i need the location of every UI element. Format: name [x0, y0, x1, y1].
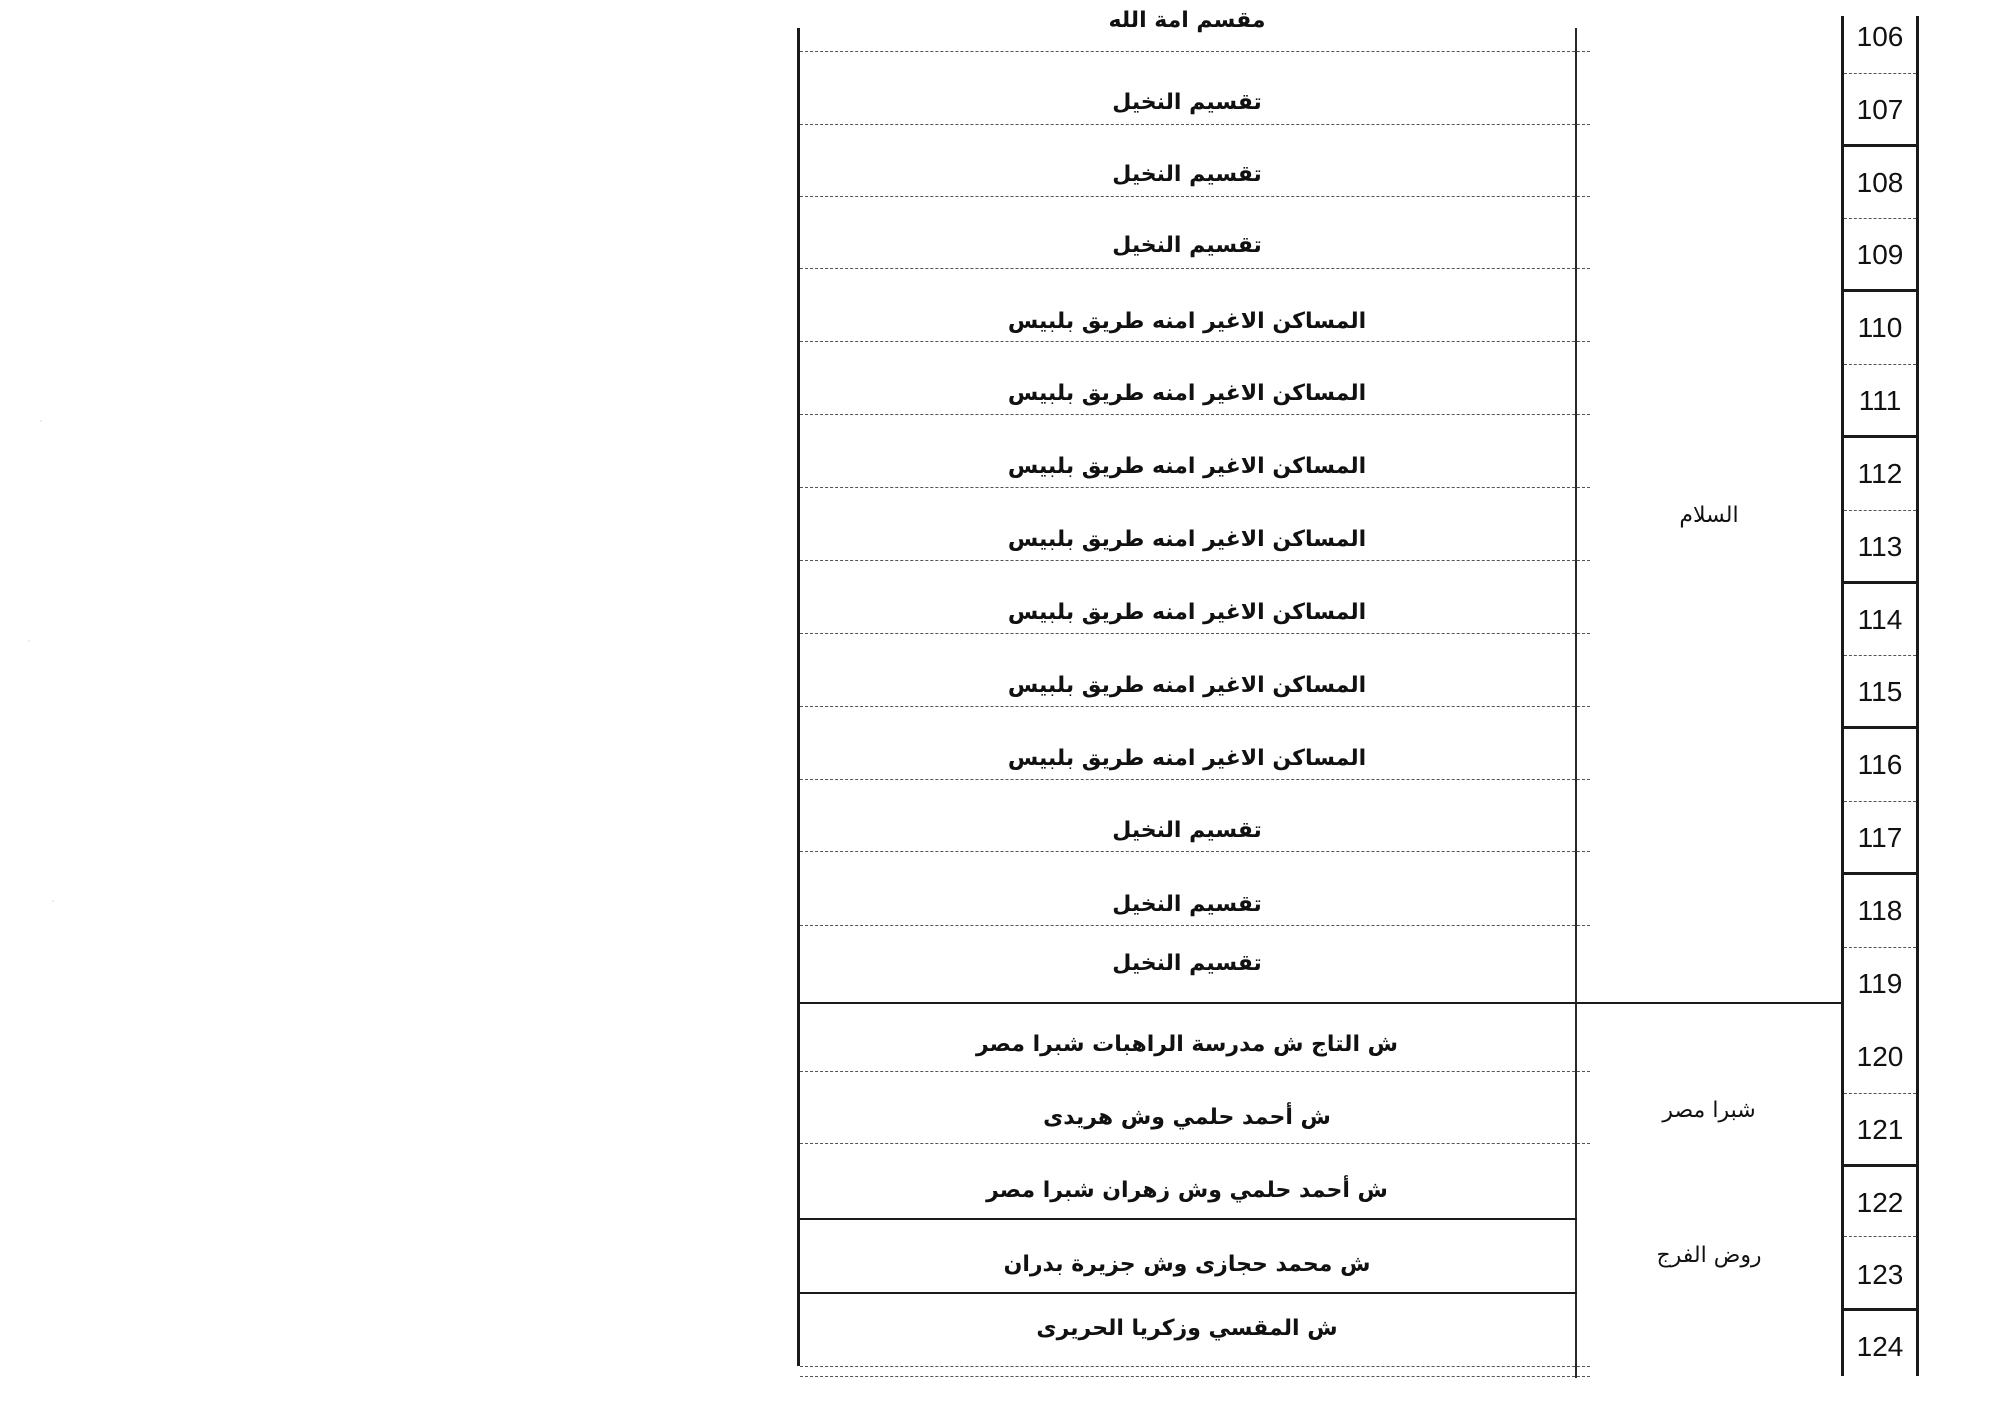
number-cell: [1844, 947, 1916, 1020]
address-text: ش محمد حجازى وش جزيرة بدران: [1003, 1252, 1371, 1277]
address-cell: [801, 728, 1573, 801]
address-text: ش أحمد حلمي وش هريدى: [1043, 1105, 1331, 1130]
row-number: 124: [1856, 1330, 1904, 1362]
address-text: ش أحمد حلمي وش زهران شبرا مصر: [986, 1178, 1388, 1203]
number-cell: [1844, 655, 1916, 728]
number-cell: [1844, 73, 1916, 146]
table-row: [797, 437, 1919, 510]
row-divider: [800, 196, 1590, 197]
address-text: تقسيم النخيل: [1112, 90, 1262, 115]
number-cell: [1844, 0, 1916, 73]
number-cell: [1844, 437, 1916, 510]
address-text: تقسيم النخيل: [1112, 162, 1262, 187]
table-row: [797, 73, 1919, 146]
row-divider: [800, 487, 1590, 488]
row-divider: [800, 124, 1590, 125]
address-text: المساكن الاغير امنه طريق بلبيس: [1007, 600, 1367, 625]
table-row: [797, 146, 1919, 219]
number-cell: [1844, 801, 1916, 874]
table-row: [797, 947, 1919, 1020]
row-number: 109: [1856, 238, 1904, 270]
row-divider: [800, 268, 1590, 269]
row-number: 114: [1857, 603, 1903, 635]
table-row: [797, 728, 1919, 801]
number-cell: [1844, 583, 1916, 656]
row-divider: [800, 925, 1590, 926]
address-text: المساكن الاغير امنه طريق بلبيس: [1007, 527, 1367, 552]
region-name: شبرا مصر: [1662, 1097, 1756, 1123]
row-divider: [800, 341, 1590, 342]
address-text: المساكن الاغير امنه طريق بلبيس: [1007, 746, 1367, 771]
scan-speck: [28, 640, 30, 642]
row-divider: [800, 851, 1590, 852]
table-row: [797, 291, 1919, 364]
row-divider: [800, 414, 1590, 415]
row-number: 108: [1856, 166, 1904, 198]
table-row: [797, 655, 1919, 728]
number-cell: [1844, 1020, 1916, 1093]
table-row: [797, 1093, 1919, 1166]
address-cell: [801, 437, 1573, 510]
table-row: [797, 510, 1919, 583]
row-divider: [800, 779, 1590, 780]
number-cell: [1844, 1310, 1916, 1383]
row-number: 115: [1857, 675, 1903, 707]
address-cell: [801, 510, 1573, 583]
number-cell: [1844, 218, 1916, 291]
address-cell: [801, 655, 1573, 728]
row-number: 118: [1857, 894, 1903, 926]
address-cell: [801, 1166, 1573, 1239]
table-row: [797, 364, 1919, 437]
table-row: [797, 1166, 1919, 1239]
address-cell: [801, 1310, 1573, 1383]
row-number: 113: [1857, 530, 1903, 562]
table-row: [797, 874, 1919, 947]
number-cell: [1844, 364, 1916, 437]
row-number: 110: [1857, 311, 1903, 343]
table-row: [797, 1020, 1919, 1093]
address-cell: [801, 364, 1573, 437]
address-text: تقسيم النخيل: [1112, 892, 1262, 917]
address-text: المساكن الاغير امنه طريق بلبيس: [1007, 381, 1367, 406]
row-number: 119: [1857, 967, 1903, 999]
row-divider: [800, 1366, 1590, 1367]
address-text: المساكن الاغير امنه طريق بلبيس: [1007, 454, 1367, 479]
row-number: 120: [1856, 1040, 1904, 1072]
number-cell: [1844, 146, 1916, 219]
address-text: المساكن الاغير امنه طريق بلبيس: [1007, 309, 1367, 334]
address-cell: [801, 1020, 1573, 1093]
region-name: روض الفرج: [1656, 1242, 1762, 1268]
row-number: 117: [1857, 821, 1903, 853]
row-number: 123: [1856, 1258, 1904, 1290]
locations-table: [797, 0, 1919, 1380]
number-cell: [1844, 291, 1916, 364]
address-cell: [801, 0, 1573, 73]
address-cell: [801, 1093, 1573, 1166]
table-row: [797, 1310, 1919, 1383]
row-divider: [1844, 1236, 1916, 1237]
address-cell: [801, 291, 1573, 364]
row-number: 121: [1856, 1113, 1904, 1145]
row-divider: [800, 1071, 1590, 1072]
number-cell: [1844, 1166, 1916, 1239]
row-number: 116: [1857, 748, 1903, 780]
address-cell: [801, 801, 1573, 874]
address-text: تقسيم النخيل: [1112, 233, 1262, 258]
row-number: 111: [1858, 384, 1902, 416]
row-number: 112: [1857, 457, 1903, 489]
row-divider: [800, 560, 1590, 561]
address-text: ش المقسي وزكريا الحريرى: [1036, 1316, 1338, 1341]
scan-speck: [40, 420, 42, 422]
table-row: [797, 0, 1919, 73]
address-cell: [801, 218, 1573, 291]
address-cell: [801, 874, 1573, 947]
region-name: السلام: [1679, 502, 1739, 528]
table-row: [797, 218, 1919, 291]
table-row: [797, 583, 1919, 656]
address-cell: [801, 583, 1573, 656]
row-divider: [800, 633, 1590, 634]
address-text: ش التاج ش مدرسة الراهبات شبرا مصر: [976, 1032, 1398, 1057]
address-cell: [801, 146, 1573, 219]
table-row: [797, 801, 1919, 874]
row-number: 107: [1856, 93, 1904, 125]
address-cell: [801, 73, 1573, 146]
number-cell: [1844, 510, 1916, 583]
row-divider: [800, 51, 1590, 52]
table-row: [797, 1238, 1919, 1311]
address-text: مقسم امة الله: [1108, 8, 1266, 33]
address-cell: [801, 1238, 1573, 1311]
scan-speck: [52, 900, 54, 902]
row-divider: [800, 1143, 1590, 1144]
row-number: 106: [1856, 20, 1904, 52]
address-cell: [801, 947, 1573, 1020]
number-cell: [1844, 1238, 1916, 1311]
number-cell: [1844, 874, 1916, 947]
address-text: تقسيم النخيل: [1112, 818, 1262, 843]
address-text: تقسيم النخيل: [1112, 951, 1262, 976]
number-cell: [1844, 1093, 1916, 1166]
row-number: 122: [1856, 1186, 1904, 1218]
row-divider: [800, 706, 1590, 707]
number-cell: [1844, 728, 1916, 801]
row-divider: [800, 1376, 1590, 1377]
address-text: المساكن الاغير امنه طريق بلبيس: [1007, 673, 1367, 698]
